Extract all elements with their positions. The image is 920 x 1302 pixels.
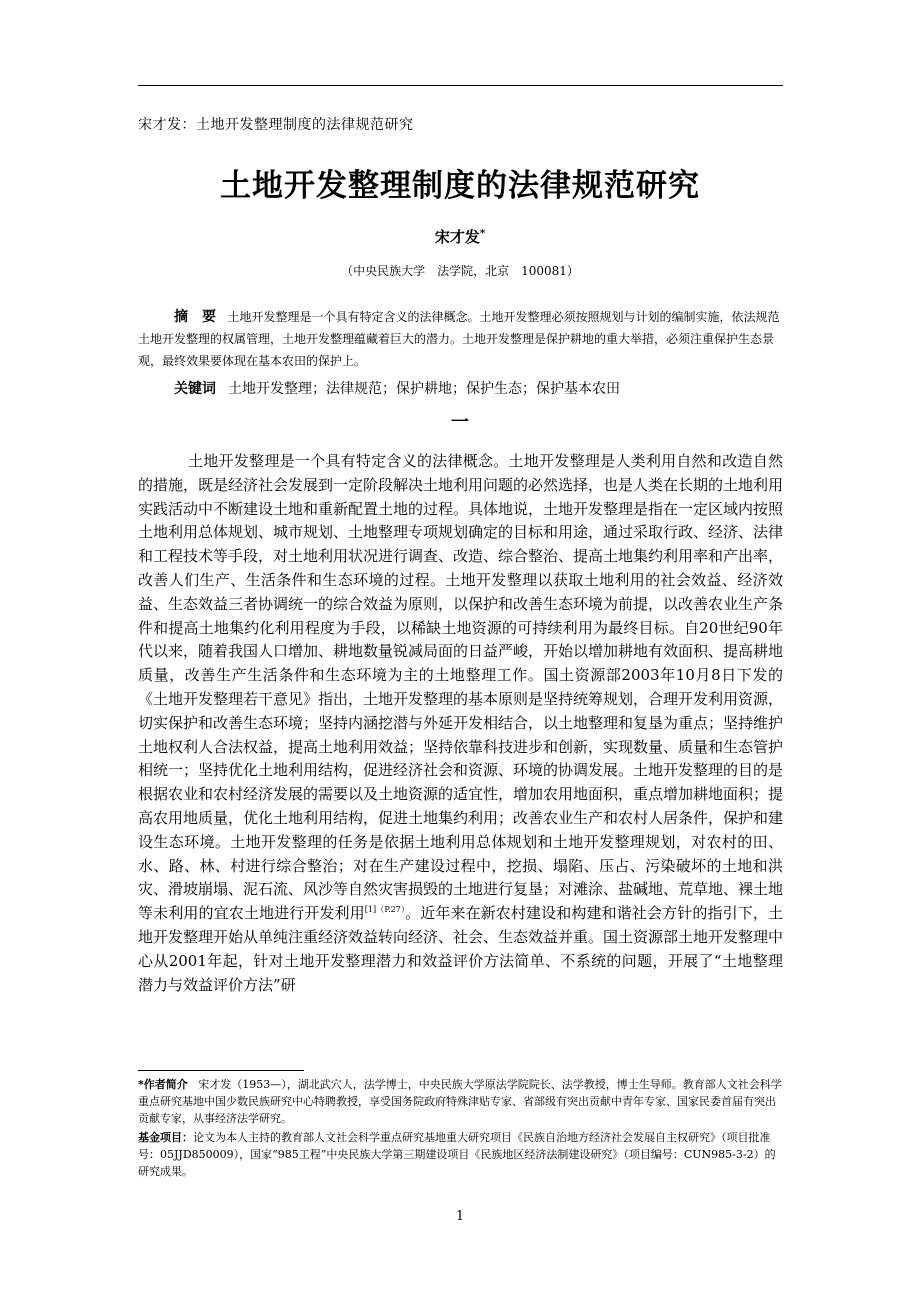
funding-text: 论文为本人主持的教育部人文社会科学重点研究基地重大研究项目《民族自治地方经济社会发展自主权研究》（项目批准号：05JJD850009），国家“985工程”中央民族大学第三期建设项目《民族地区经济法制建设研究》（项目编号：CUN985-3-2）的研究成果。	[138, 1131, 776, 1178]
abstract-label: 摘 要	[174, 309, 216, 325]
citation-ref[interactable]: [1]（P.27）	[364, 905, 406, 915]
paper-title: 土地开发整理制度的法律规范研究	[220, 168, 700, 204]
section-number: 一	[451, 412, 469, 433]
body-text-part1: 土地开发整理是一个具有特定含义的法律概念。土地开发整理是人类利用自然和改造自然的措施，既是经济社会发展到一定阶段解决土地利用问题的必然选择，也是人类在长期的土地利用实践活动中不断建设土地和重新配置土地的过程。具体地说，土地开发整理是指在一定区域内按照土地利用总体规划、城市规划、土地整理专项规划确定的目标和用途，通过采取行政、经济、法律和工程技术等手段，对土地利用状况进行调查、改造、综合整治、提高土地集约利用率和产出率，改善人们生产、生活条件和生态环境的过程。土地开发整理以获取土地利用的社会效益、经济效益、生态效益三者协调统一的综合效益为原则，以保护和改善生态环境为前提，以改善农业生产条件和提高土地集约化利用程度为手段，以稀缺土地资源的可持续利用为最终目标。自20世纪90年代以来，随着我国人口增加、耕地数量锐减局面的日益严峻，开始以增加耕地有效面积、提高耕地质量，改善生产生活条件和生态环境为主的土地整理工作。国土资源部2003年10月8日下发的《土地开发整理若干意见》指出，土地开发整理的基本原则是坚持统筹规划，合理开发利用资源，切实保护和改善生态环境；坚持内涵挖潜与外延开发相结合，以土地整理和复垦为重点；坚持维护土地权利人合法权益，提高土地利用效益；坚持依靠科技进步和创新，实现数量、质量和生态管护相统一；坚持优化土地利用结构，促进经济社会和资源、环境的协调发展。土地开发整理的目的是根据农业和农村经济发展的需要以及土地资源的适宜性，增加农用地面积，重点增加耕地面积；提高农用地质量，优化土地利用结构，促进土地集约利用；改善农业生产和农村人居条件，保护和建设生态环境。土地开发整理的任务是依据土地利用总体规划和土地开发整理规划，对农村的田、水、路、林、村进行综合整治；对在生产建设过程中，挖损、塌陷、压占、污染破坏的土地和洪灾、滑坡崩塌、泥石流、风沙等自然灾害损毁的土地进行复垦；对滩涂、盐碱地、荒草地、裸土地等未利用的宜农土地进行开发利用	[138, 452, 784, 923]
funding-note	[138, 1129, 783, 1180]
keywords-label: 关键词	[174, 381, 216, 397]
footnotes	[138, 1076, 783, 1182]
author-footnote-mark[interactable]: *	[479, 228, 486, 239]
body-paragraph	[138, 450, 783, 997]
author-name: 宋才发	[434, 228, 480, 246]
abstract-text: 土地开发整理是一个具有特定含义的法律概念。土地开发整理必须按照规划与计划的编制实施，依法规范土地开发整理的权属管理，土地开发整理蕴藏着巨大的潜力。土地开发整理是保护耕地的重大举措，必须注重保护生态景观，最终效果要体现在基本农田的保护上。	[138, 310, 780, 368]
author-bio-note	[138, 1076, 783, 1127]
keywords-text: 土地开发整理；法律规范；保护耕地；保护生态；保护基本农田	[228, 381, 620, 397]
running-head: 宋才发：土地开发整理制度的法律规范研究	[138, 117, 414, 133]
affiliation: （中央民族大学 法学院，北京 100081）	[341, 264, 579, 278]
author	[0, 226, 920, 247]
page-number: 1	[455, 1209, 465, 1224]
funding-label: 基金项目：	[138, 1131, 193, 1144]
author-bio-label: *作者简介	[138, 1078, 188, 1091]
abstract	[138, 306, 783, 372]
body-text-part2: 。近年来在新农村建设和构建和谐社会方针的指引下，土地开发整理开始从单纯注重经济效益转向经济、社会、生态效益并重。国土资源部土地开发整理中心从2001年起，针对土地开发整理潜力和效益评价方法简单、不系统的问题，开展了“土地整理潜力与效益评价方法”研	[138, 904, 784, 994]
header-rule	[138, 85, 783, 86]
footnote-rule	[138, 1070, 304, 1071]
author-bio-text: 宋才发（1953—），湖北武穴人，法学博士，中央民族大学原法学院院长、法学教授，博士生导师。教育部人文社会科学重点研究基地中国少数民族研究中心特聘教授，享受国务院政府特殊津贴专家、省部级有突出贡献中青年专家、国家民委首届有突出贡献专家，从事经济法学研究。	[138, 1078, 782, 1125]
keywords	[174, 378, 620, 398]
